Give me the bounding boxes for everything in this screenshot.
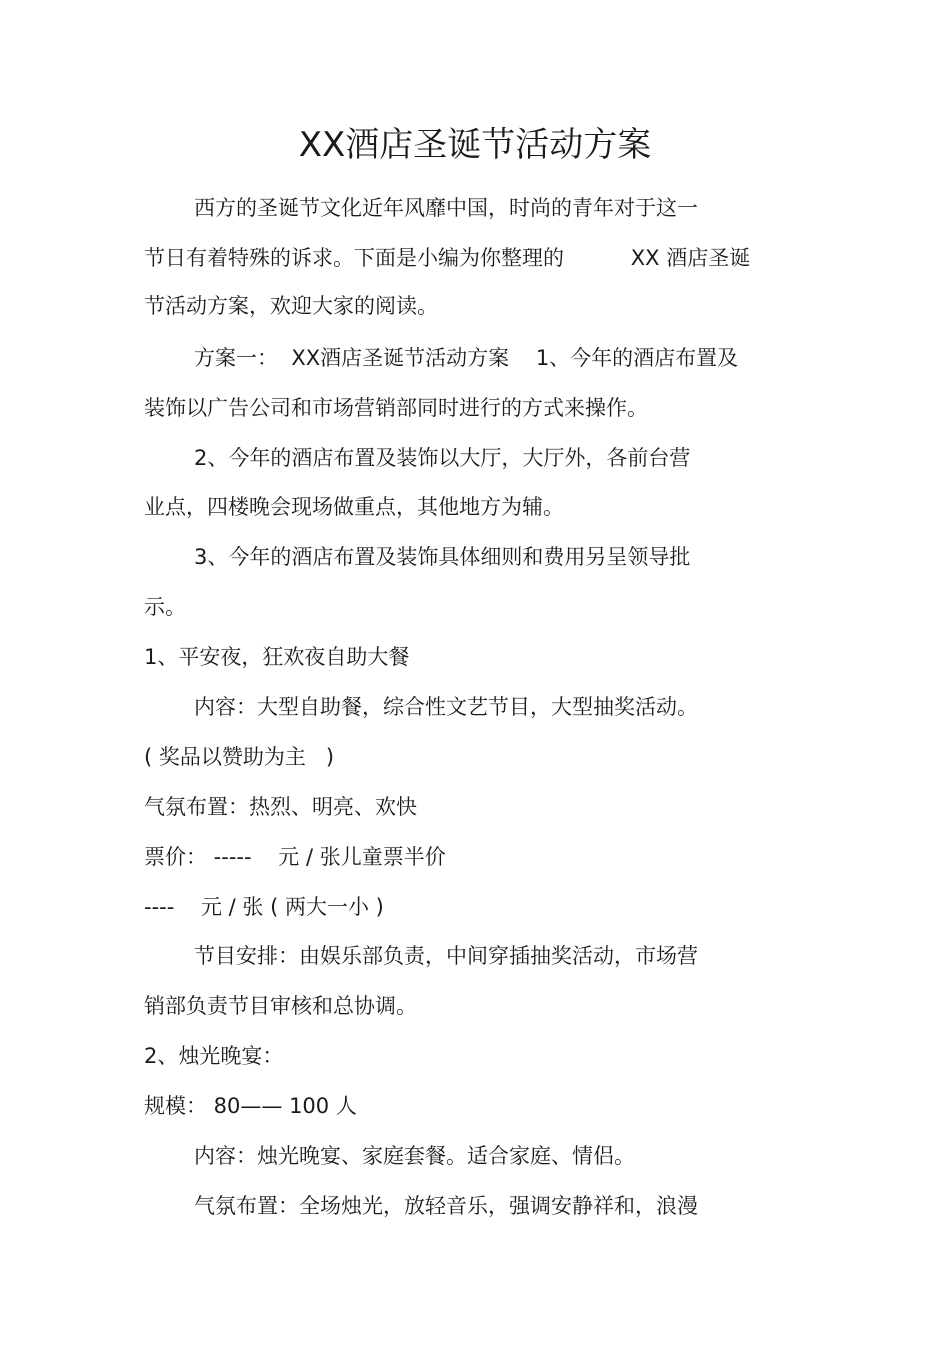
- paragraph-line: 销部负责节目审核和总协调。: [144, 994, 417, 1018]
- paragraph-line: 节日有着特殊的诉求。下面是小编为你整理的 XX 酒店圣诞: [144, 246, 751, 270]
- paragraph-line: 2、今年的酒店布置及装饰以大厅，大厅外，各前台营: [194, 446, 691, 470]
- section-heading: 1、平安夜，狂欢夜自助大餐: [144, 645, 410, 669]
- paragraph-line: 示。: [144, 595, 186, 619]
- paragraph-line: 业点，四楼晚会现场做重点，其他地方为辅。: [144, 495, 564, 519]
- document-title: XX酒店圣诞节活动方案: [298, 125, 652, 165]
- paragraph-line: 内容：烛光晚宴、家庭套餐。适合家庭、情侣。: [194, 1144, 635, 1168]
- section-heading: 2、烛光晚宴：: [144, 1044, 284, 1068]
- paragraph-line: 票价： ----- 元 / 张儿童票半价: [144, 845, 446, 869]
- paragraph-line: 内容：大型自助餐，综合性文艺节目，大型抽奖活动。: [194, 695, 698, 719]
- paragraph-line: 规模： 80—— 100 人: [144, 1094, 357, 1118]
- paragraph-line: 节活动方案，欢迎大家的阅读。: [144, 294, 438, 318]
- paragraph-line: 3、今年的酒店布置及装饰具体细则和费用另呈领导批: [194, 545, 691, 569]
- paragraph-line: 装饰以广告公司和市场营销部同时进行的方式来操作。: [144, 396, 648, 420]
- paragraph-line: ---- 元 / 张 ( 两大一小 ): [144, 895, 384, 919]
- paragraph-line: 方案一： XX酒店圣诞节活动方案 1、今年的酒店布置及: [194, 346, 739, 370]
- paragraph-line: ( 奖品以赞助为主 ): [144, 745, 335, 769]
- paragraph-line: 西方的圣诞节文化近年风靡中国，时尚的青年对于这一: [194, 196, 698, 220]
- paragraph-line: 气氛布置：全场烛光，放轻音乐，强调安静祥和，浪漫: [194, 1194, 698, 1218]
- paragraph-line: 气氛布置：热烈、明亮、欢快: [144, 795, 417, 819]
- paragraph-line: 节目安排：由娱乐部负责，中间穿插抽奖活动，市场营: [194, 944, 698, 968]
